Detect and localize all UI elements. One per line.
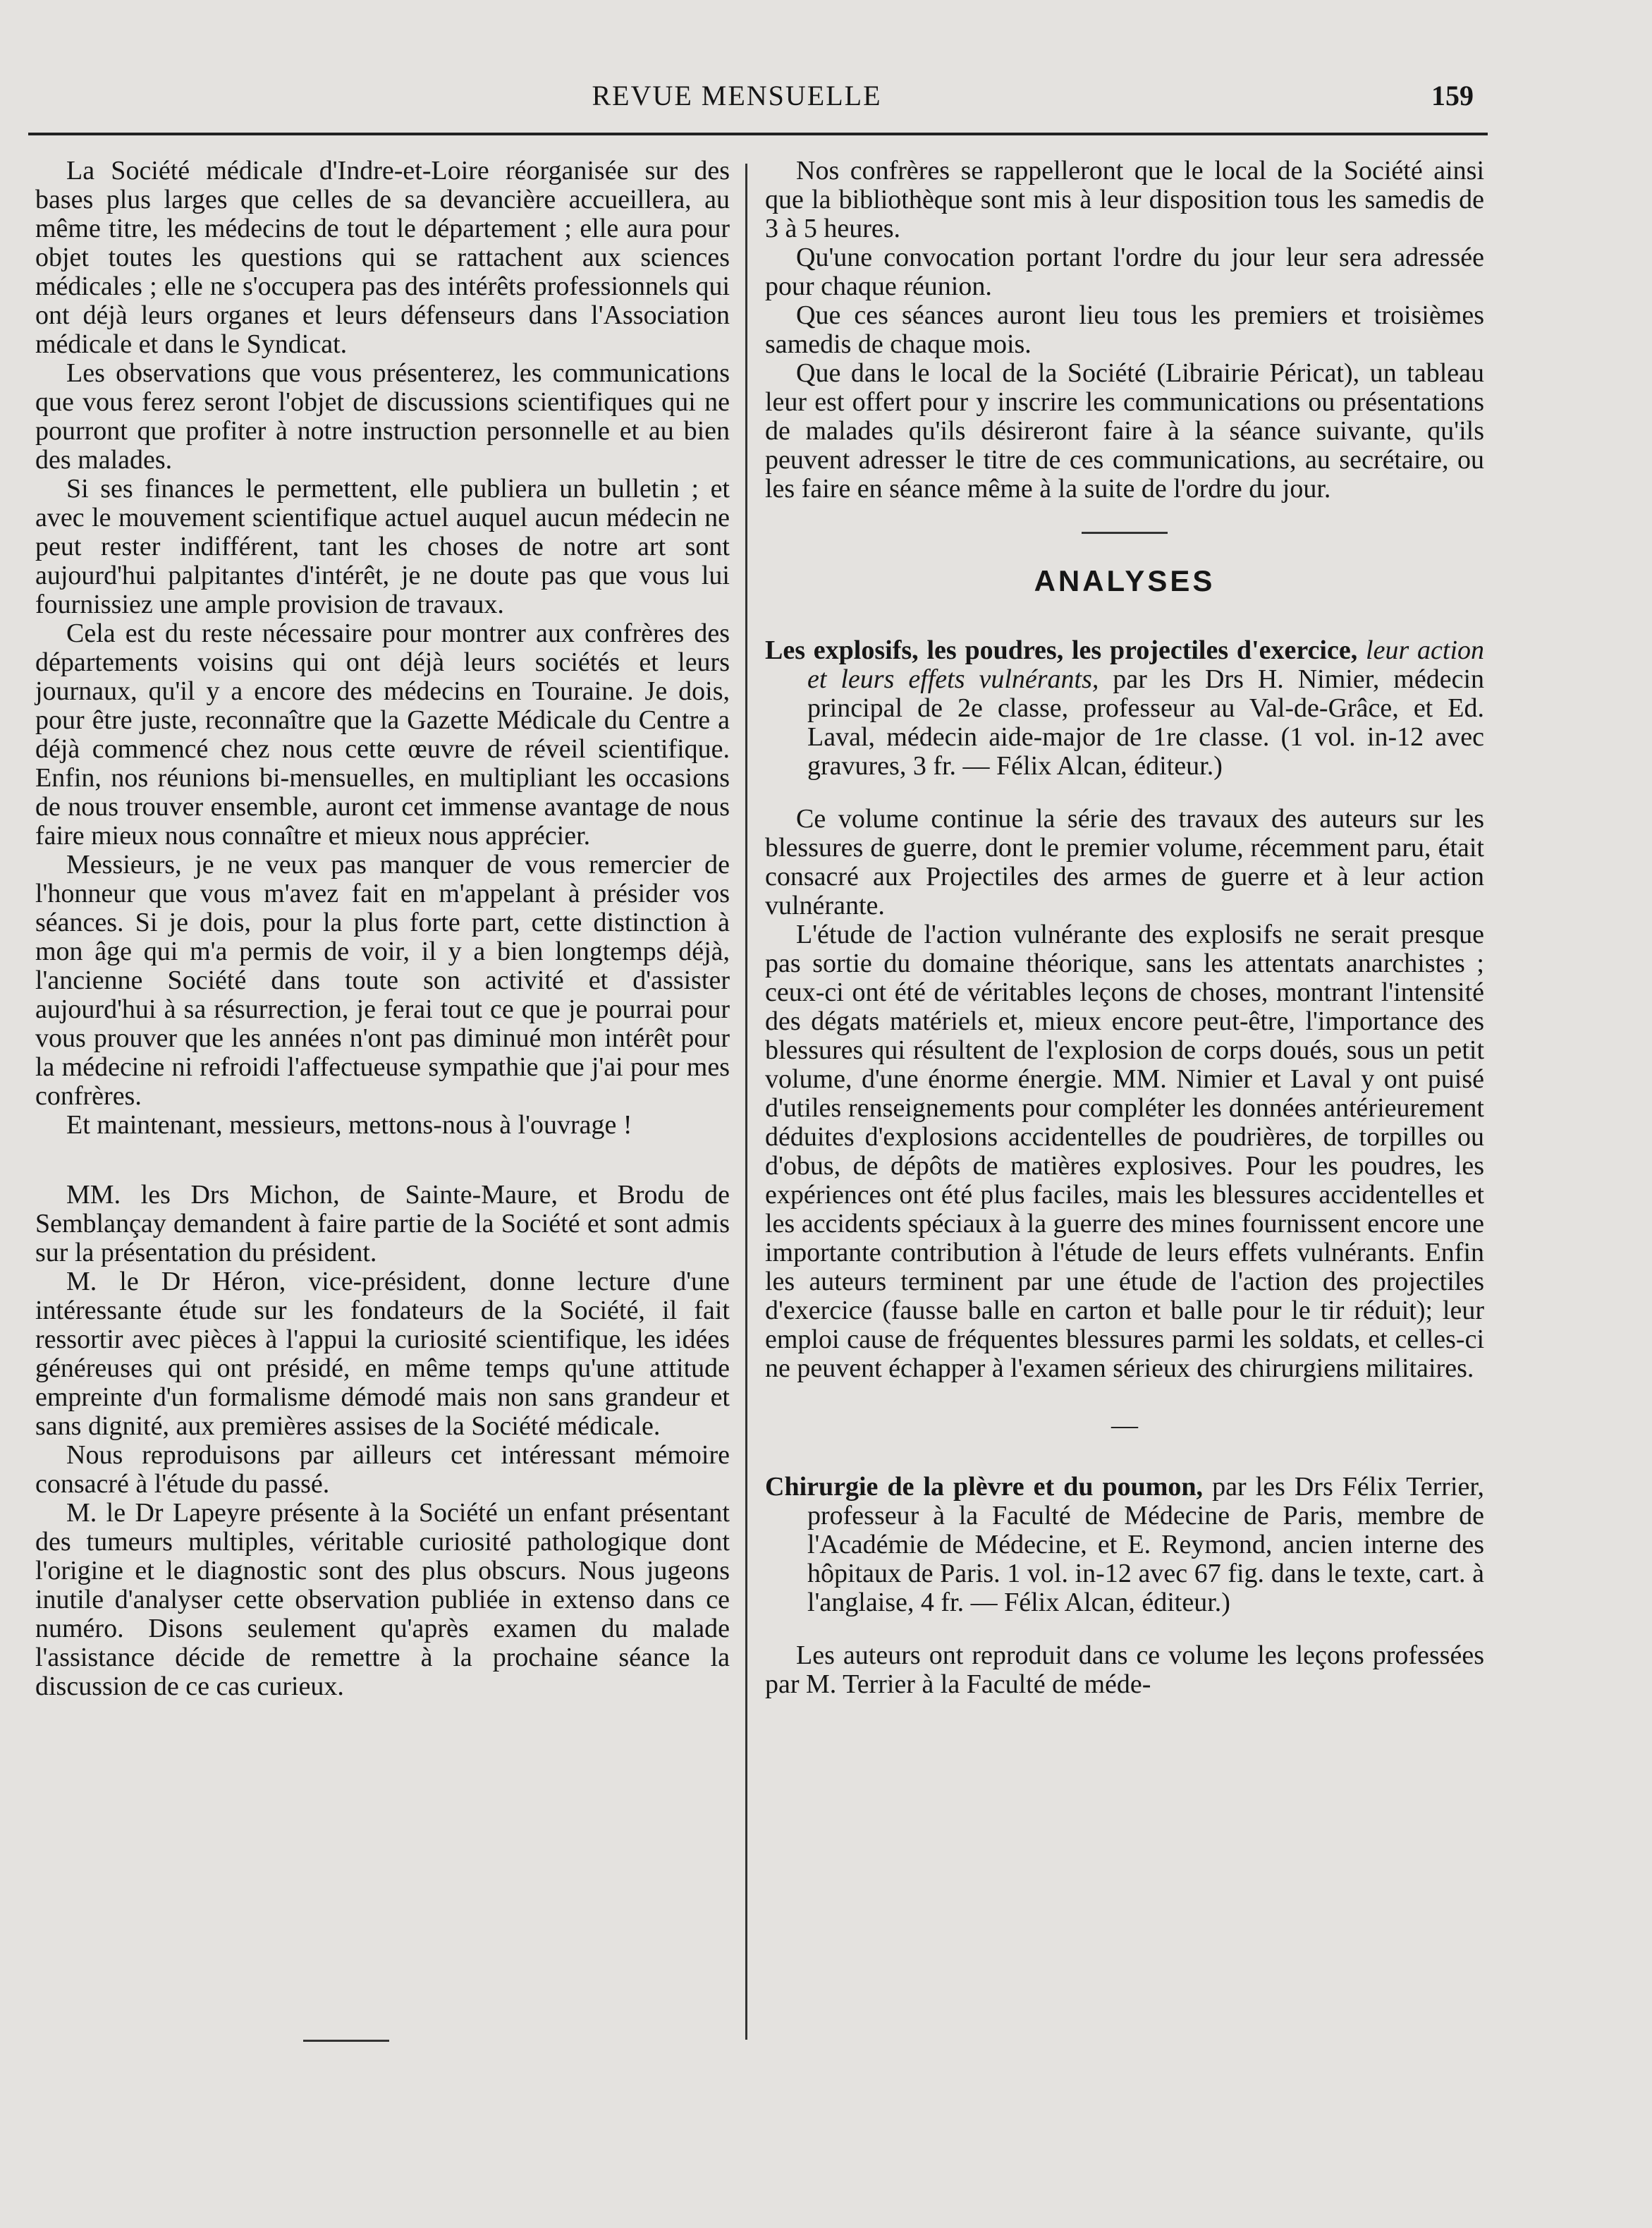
section-heading: ANALYSES — [1034, 564, 1216, 597]
column-divider — [745, 164, 747, 2040]
paragraph: Ce volume continue la série des travaux des auteurs sur les blessures de guerre, dont le premier volume, récemment paru, était consacré aux Projectiles des armes de guerre et à leur action vulnérante. — [765, 804, 1484, 920]
left-column — [35, 157, 730, 1701]
paragraph: Si ses finances le permettent, elle publiera un bulletin ; et avec le mouvement scientifique actuel auquel aucun médecin ne peut rester indifférent, tant les choses de notre art sont aujourd'hui palpitantes d'intérêt, je ne doute pas que vous lui fournissiez une ample provision de travaux. — [35, 474, 730, 619]
section-rule — [1082, 532, 1168, 534]
end-rule — [303, 2040, 389, 2042]
right-column — [765, 157, 1484, 1699]
paragraph: Qu'une convocation portant l'ordre du jour leur sera adressée pour chaque réunion. — [765, 243, 1484, 301]
paragraph: Et maintenant, messieurs, mettons-nous à l'ouvrage ! — [66, 1110, 632, 1140]
paragraph: Messieurs, je ne veux pas manquer de vous remercier de l'honneur que vous m'avez fait en m'appelant à présider vos séances. Si je dois, pour la plus forte part, cette distinction à mon âge qui m'a permis de voir, il y a bien longtemps déjà, l'ancienne Société dans toute son activité et d'assister aujourd'hui à sa résurrection, je ferai tout ce que je pourrai pour vous prouver que les années n'ont pas diminué mon intérêt pour la médecine ni refroidi l'affectueuse sympathie que j'ai pour mes confrères. — [35, 850, 730, 1111]
book-authors: par les Drs H. Nimier, médecin principal de 2e classe, professeur au Val-de-Grâce, et Ed. Laval, médecin aide-major de 1re classe. (1 vol. in-12 avec gravures, 3 fr. — Félix Alcan, éditeur.) — [807, 664, 1485, 781]
paragraph: Que dans le local de la Société (Librairie Péricat), un tableau leur est offert pour y inscrire les communications ou présentations de malades qu'ils désireront faire à la séance suivante, qu'ils peuvent adresser le titre de ces communications, au secrétaire, ou les faire en séance même à la suite de l'ordre du jour. — [765, 358, 1484, 504]
running-head — [14, 79, 1474, 121]
book-authors: par les Drs Félix Terrier, professeur à la Faculté de Médecine de Paris, membre de l'Académie de Médecine, et E. Reymond, ancien interne des hôpitaux de Paris. 1 vol. in-12 avec 67 fig. dans le texte, cart. à l'anglaise, 4 fr. — Félix Alcan, éditeur.) — [807, 1472, 1485, 1617]
paragraph: Nous reproduisons par ailleurs cet intéressant mémoire consacré à l'étude du passé. — [35, 1440, 730, 1499]
book-title: Les explosifs, les poudres, les projectiles d'exercice, — [765, 635, 1358, 665]
paragraph: Les auteurs ont reproduit dans ce volume les leçons professées par M. Terrier à la Faculté de méde- — [765, 1640, 1484, 1699]
page-number: 159 — [1431, 80, 1474, 111]
paragraph: MM. les Drs Michon, de Sainte-Maure, et Brodu de Semblançay demandent à faire partie de la Société et sont admis sur la présentation du président. — [35, 1180, 730, 1267]
paragraph: Les observations que vous présenterez, les communications que vous ferez seront l'objet de discussions scientifiques qui ne pourront que profiter à notre instruction personnelle et au bien des malades. — [35, 358, 730, 475]
paragraph: La Société médicale d'Indre-et-Loire réorganisée sur des bases plus larges que celles de sa devancière accueillera, au même titre, les médecins de tout le département ; elle aura pour objet toutes les questions qui se rattachent aux sciences médicales ; elle ne s'occupera pas des intérêts professionnels qui ont déjà leurs organes et leurs défenseurs dans l'Association médicale et dans le Syndicat. — [35, 156, 730, 359]
book-title: Chirurgie de la plèvre et du poumon, — [765, 1472, 1204, 1502]
separator-dash: — — [1111, 1411, 1138, 1440]
review-heading — [765, 636, 1484, 781]
paragraph: M. le Dr Lapeyre présente à la Société un enfant présentant des tumeurs multiples, véritable curiosité pathologique dont l'origine et le diagnostic sont des plus obscurs. Nous jugeons inutile d'analyser cette observation publiée in extenso dans ce numéro. Disons seulement qu'après examen du malade l'assistance décide de remettre à la prochaine séance la discussion de ce cas curieux. — [35, 1498, 730, 1701]
paragraph: Cela est du reste nécessaire pour montrer aux confrères des départements voisins qui ont déjà leurs sociétés et leurs journaux, qu'il y a encore des médecins en Touraine. Je dois, pour être juste, reconnaître que la Gazette Médicale du Centre a déjà commencé chez nous cette œuvre de réveil scientifique. Enfin, nos réunions bi-mensuelles, en multipliant les occasions de nous trouver ensemble, auront cet immense avantage de nous faire mieux nous connaître et mieux nous apprécier. — [35, 619, 730, 851]
review-heading — [765, 1473, 1484, 1617]
paragraph: Nos confrères se rappelleront que le local de la Société ainsi que la bibliothèque sont mis à leur disposition tous les samedis de 3 à 5 heures. — [765, 156, 1484, 243]
book-subtitle: leur action et leurs effets vulnérants, — [807, 635, 1485, 694]
paragraph: M. le Dr Héron, vice-président, donne lecture d'une intéressante étude sur les fondateurs de la Société, il fait ressortir avec pièces à l'appui la curiosité scientifique, les idées généreuses qui ont présidé, en même temps qu'une attitude empreinte d'un formalisme démodé mais non sans grandeur et sans dignité, aux premières assises de la Société médicale. — [35, 1267, 730, 1441]
header-rule — [28, 133, 1488, 135]
paragraph: L'étude de l'action vulnérante des explosifs ne serait presque pas sortie du domaine théorique, sans les attentats anarchistes ; ceux-ci ont été de véritables leçons de choses, montrant l'intensité des dégats matériels et, mieux encore peut-être, l'importance des blessures qui résultent de l'explosion de corps doués, sous un petit volume, d'une énorme énergie. MM. Nimier et Laval y ont puisé d'utiles renseignements pour compléter les données antérieurement déduites d'explosions accidentelles de poudrières, de torpilles ou d'obus, de dépôts de matières explosives. Pour les poudres, les expériences ont été plus faciles, mais les blessures accidentelles et les accidents spéciaux à la guerre des mines fournissent encore une importante contribution à l'étude de leurs effets vulnérants. Enfin les auteurs terminent par une étude de l'action des projectiles d'exercice (fausse balle en carton et balle pour le tir réduit); leur emploi cause de fréquentes blessures parmi les soldats, et celles-ci ne peuvent échapper à l'examen sérieux des chirurgiens militaires. — [765, 920, 1484, 1383]
paragraph: Que ces séances auront lieu tous les premiers et troisièmes samedis de chaque mois. — [765, 300, 1484, 359]
running-title: REVUE MENSUELLE — [592, 80, 882, 111]
